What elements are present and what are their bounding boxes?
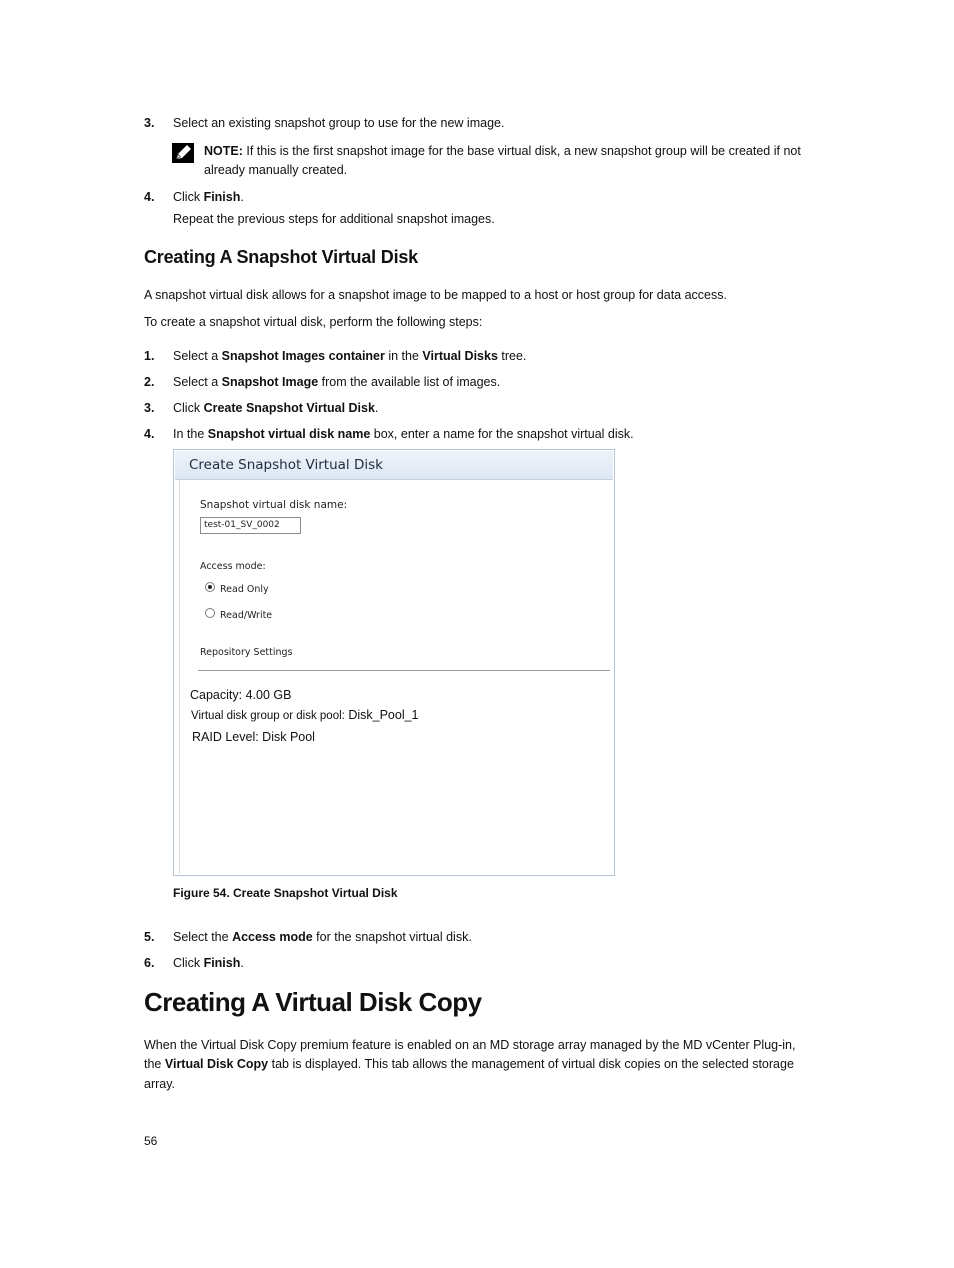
dialog-body [179,480,613,874]
step-text [173,954,244,973]
capacity-text: Capacity: 4.00 GB [190,688,292,702]
text-run: for the snapshot virtual disk. [312,930,472,944]
text-run: the [144,1057,165,1071]
step-number: 4. [144,190,155,204]
text-emph: Virtual Disk Copy [164,1057,269,1071]
read-write-label: Read/Write [220,610,273,621]
read-only-label: Read Only [220,584,269,595]
pool-value: Disk_Pool_1 [348,708,419,722]
raid-level-text: RAID Level: Disk Pool [192,730,315,744]
section-heading: Creating A Snapshot Virtual Disk [144,247,418,267]
text-run: . [240,190,244,204]
text-run: in the [384,349,423,363]
text-run: In the [173,427,208,441]
note-text: If this is the first snapshot image for the base virtual disk, a new snapshot group will be created if not [246,144,801,158]
text-emph: Snapshot virtual disk name [207,427,371,441]
text-emph: Access mode [232,930,313,944]
text-run: Select the [173,930,233,944]
step-text [173,373,500,392]
text-emph: Virtual Disks [422,349,498,363]
step-text [173,425,634,444]
pool-label: Virtual disk group or disk pool: [191,710,345,722]
note-line-1 [204,142,801,161]
snapshot-name-input[interactable]: test-01_SV_0002 [200,517,301,534]
text-run: box, enter a name for the snapshot virtual disk. [370,427,634,441]
text-emph: Snapshot Images container [221,349,385,363]
step-text: Select an existing snapshot group to use for the new image. [173,116,505,130]
text-run: Select a [173,375,222,389]
step-number: 1. [144,349,155,363]
create-snapshot-dialog-figure [173,449,615,876]
step-number: 6. [144,956,155,970]
step-number: 4. [144,427,155,441]
text-run: . [374,401,379,415]
step-number: 3. [144,116,155,130]
step-text [173,399,378,418]
intro-paragraph: A snapshot virtual disk allows for a snapshot image to be mapped to a host or host group for data access. [144,288,727,302]
step-text [173,928,472,947]
snapshot-name-label: Snapshot virtual disk name: [200,499,348,511]
text-run: Click [173,401,204,415]
dialog-title-bar [175,451,613,480]
text-emph: Finish [203,956,241,970]
note-label: NOTE: [204,144,243,158]
text-run: Select a [173,349,222,363]
step-text [173,188,244,207]
text-run: . [240,956,244,970]
finish-emph: Finish [203,190,241,204]
access-mode-label: Access mode: [200,561,266,572]
text-run: tab is displayed. This tab allows the management of virtual disk copies on the selected storage [268,1057,794,1071]
step-number: 2. [144,375,155,389]
page-number: 56 [144,1134,158,1148]
text-run: tree. [497,349,527,363]
separator-line [198,670,610,671]
figure-caption: Figure 54. Create Snapshot Virtual Disk [173,886,398,900]
repository-settings-label: Repository Settings [200,647,293,658]
note-pencil-icon [172,143,194,163]
text-emph: Snapshot Image [221,375,319,389]
text-run: from the available list of images. [318,375,501,389]
pool-text [191,708,419,722]
paragraph-line: When the Virtual Disk Copy premium feature is enabled on an MD storage array managed by the MD vCenter Plug-in, [144,1038,796,1052]
step-number: 3. [144,401,155,415]
text-emph: Create Snapshot Virtual Disk [203,401,375,415]
dialog-title: Create Snapshot Virtual Disk [189,457,383,473]
read-only-radio[interactable] [205,582,215,592]
step-subtext: Repeat the previous steps for additional snapshot images. [173,212,495,226]
text-run: Click [173,190,204,204]
note-line-2: already manually created. [204,163,348,177]
text-run: Click [173,956,204,970]
main-heading: Creating A Virtual Disk Copy [144,987,482,1017]
intro-paragraph: To create a snapshot virtual disk, perform the following steps: [144,315,483,329]
read-write-radio[interactable] [205,608,215,618]
step-number: 5. [144,930,155,944]
paragraph-line: array. [144,1077,176,1091]
paragraph-line [144,1055,794,1074]
step-text [173,347,526,366]
